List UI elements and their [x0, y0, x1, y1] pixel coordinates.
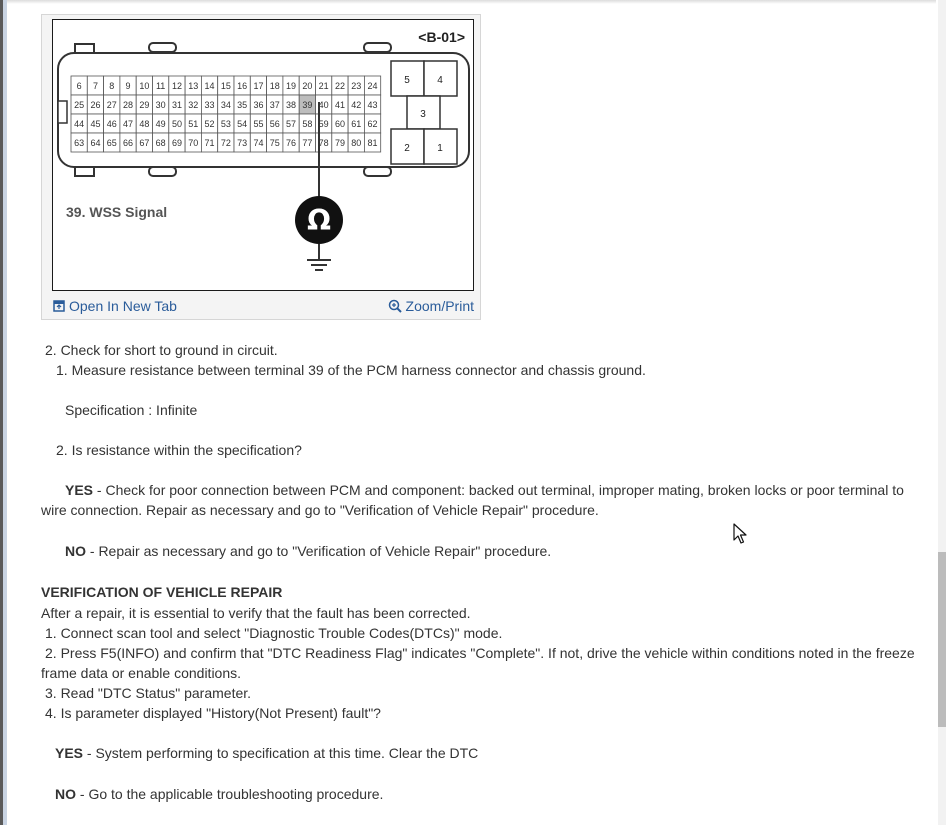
pin-label: 68 [155, 138, 166, 148]
pin-label: 67 [139, 138, 150, 148]
pin-label: 62 [367, 119, 378, 129]
connector-diagram[interactable] [52, 19, 474, 291]
connector-diagram-svg [53, 20, 473, 290]
pin-label: 57 [286, 119, 297, 129]
pin-label: 8 [109, 81, 115, 91]
pin-label: 27 [106, 100, 117, 110]
step2-heading: 2. Check for short to ground in circuit. [45, 342, 278, 358]
pin-label: 64 [90, 138, 101, 148]
big-pin-label: 3 [420, 109, 426, 120]
connector-tab [149, 43, 176, 52]
pin-label: 66 [123, 138, 134, 148]
open-in-new-tab-link[interactable] [53, 298, 177, 314]
pin-label: 20 [302, 81, 313, 91]
pin-label: 14 [204, 81, 215, 91]
verification-title: VERIFICATION OF VEHICLE REPAIR [41, 584, 283, 600]
pin-label: 70 [188, 138, 199, 148]
pin-label: 30 [155, 100, 166, 110]
step2-substep-2: 2. Is resistance within the specification? [56, 442, 302, 458]
pin-label: 80 [351, 138, 362, 148]
pin-label: 58 [302, 119, 313, 129]
pin-label: 51 [188, 119, 199, 129]
connector-tab [75, 167, 94, 176]
pin-label: 60 [334, 119, 345, 129]
no-label: NO [55, 786, 76, 802]
pin-label: 73 [237, 138, 248, 148]
pin-label: 19 [286, 81, 297, 91]
pin-label: 56 [269, 119, 280, 129]
open-in-new-tab-label: Open In New Tab [69, 298, 177, 314]
pin-label: 10 [139, 81, 150, 91]
pin-label: 23 [351, 81, 362, 91]
pin-label: 13 [188, 81, 199, 91]
pin-label: 17 [253, 81, 264, 91]
pin-label: 81 [367, 138, 378, 148]
pin-label: 59 [318, 119, 329, 129]
yes-label: YES [65, 482, 94, 498]
pin-label: 45 [90, 119, 101, 129]
vertical-scrollbar[interactable] [938, 0, 946, 825]
pin-label: 31 [171, 100, 182, 110]
pin-label: 24 [367, 81, 378, 91]
pin-label: 46 [106, 119, 117, 129]
pin-label: 71 [204, 138, 215, 148]
pin-label: 53 [220, 119, 231, 129]
pin-label: 63 [74, 138, 85, 148]
pin-label: 42 [351, 100, 362, 110]
zoom-print-link[interactable] [388, 298, 474, 314]
pin-label: 74 [253, 138, 264, 148]
big-pin-label: 5 [404, 75, 410, 86]
no-text: - Repair as necessary and go to "Verification of Vehicle Repair" procedure. [86, 543, 552, 559]
diagram-caption: 39. WSS Signal [66, 204, 168, 220]
connector-key [58, 101, 67, 123]
pin-label: 36 [253, 100, 264, 110]
pin-label: 43 [367, 100, 378, 110]
pin-label: 79 [334, 138, 345, 148]
pin-label: 34 [220, 100, 231, 110]
pin-label: 38 [286, 100, 297, 110]
zoom-icon [388, 299, 402, 313]
pin-label: 44 [74, 119, 85, 129]
connector-tab [364, 167, 391, 176]
pin-label: 50 [171, 119, 182, 129]
pin-label: 11 [155, 81, 166, 91]
pin-label: 40 [318, 100, 329, 110]
pin-label: 37 [269, 100, 280, 110]
connector-code: <B-01> [418, 29, 465, 45]
pin-label: 35 [237, 100, 248, 110]
pin-label: 18 [269, 81, 280, 91]
verification-item-1: 1. Connect scan tool and select "Diagnostic Trouble Codes(DTCs)" mode. [45, 625, 503, 641]
verification-no-paragraph [55, 784, 383, 804]
pin-label: 6 [76, 81, 82, 91]
connector-tab [75, 44, 94, 53]
connector-tab [149, 167, 176, 176]
pin-label: 77 [302, 138, 313, 148]
yes-text: - System performing to specification at this time. Clear the DTC [83, 745, 479, 761]
pin-label: 15 [220, 81, 231, 91]
pin-label: 41 [334, 100, 345, 110]
pin-label: 54 [237, 119, 248, 129]
step2-no-paragraph [65, 541, 551, 561]
pin-label: 72 [220, 138, 231, 148]
top-shadow [7, 0, 936, 4]
pin-label: 32 [188, 100, 199, 110]
big-pin-label: 2 [404, 143, 410, 154]
pin-label: 55 [253, 119, 264, 129]
pin-label: 28 [123, 100, 134, 110]
big-pin-label: 1 [437, 143, 443, 154]
pin-label: 26 [90, 100, 101, 110]
pin-label: 75 [269, 138, 280, 148]
pin-label: 52 [204, 119, 215, 129]
pin-label: 22 [334, 81, 345, 91]
pin-label: 9 [125, 81, 131, 91]
pin-label: 61 [351, 119, 362, 129]
zoom-print-label: Zoom/Print [405, 298, 474, 314]
pin-label: 47 [123, 119, 134, 129]
pin-label: 12 [171, 81, 182, 91]
pin-label: 33 [204, 100, 215, 110]
pin-label: 65 [106, 138, 117, 148]
no-text: - Go to the applicable troubleshooting procedure. [76, 786, 384, 802]
step2-substep-1: 1. Measure resistance between terminal 39 of the PCM harness connector and chassis ground. [56, 362, 646, 378]
big-pin-label: 4 [437, 75, 443, 86]
pin-grid [71, 76, 381, 152]
pin-label: 39 [302, 100, 313, 110]
pin-label: 21 [318, 81, 329, 91]
verification-yes-paragraph [55, 743, 478, 763]
verification-intro: After a repair, it is essential to verify that the fault has been corrected. [41, 605, 471, 621]
left-frame-accent [3, 0, 7, 825]
no-label: NO [65, 543, 86, 559]
verification-item-2: 2. Press F5(INFO) and confirm that "DTC Readiness Flag" indicates "Complete". If not, drive the vehicle within conditions noted in the freeze frame data or enable conditions. [41, 645, 915, 681]
connector-tab [364, 43, 391, 52]
pin-label: 76 [286, 138, 297, 148]
pin-label: 16 [237, 81, 248, 91]
pin-label: 7 [92, 81, 98, 91]
verification-item-4: 4. Is parameter displayed "History(Not Present) fault"? [45, 705, 381, 721]
ground-icon [307, 260, 331, 270]
verification-item-3: 3. Read "DTC Status" parameter. [45, 685, 252, 701]
ohm-icon: Ω [307, 204, 331, 237]
pin-label: 69 [171, 138, 182, 148]
yes-label: YES [55, 745, 84, 761]
yes-text: - Check for poor connection between PCM and component: backed out terminal, improper mating, broken locks or poor terminal to wire connection. Repair as necessary and go to "Verification of Vehicle Repair" procedure. [41, 482, 904, 518]
scrollbar-thumb[interactable] [938, 552, 946, 727]
pin-label: 49 [155, 119, 166, 129]
connector-figure [41, 14, 481, 320]
pin-label: 29 [139, 100, 150, 110]
mouse-cursor-icon [733, 523, 749, 545]
specification-line: Specification : Infinite [65, 402, 198, 418]
pin-label: 48 [139, 119, 150, 129]
pin-label: 25 [74, 100, 85, 110]
open-new-tab-icon [53, 300, 65, 312]
step2-yes-paragraph [41, 480, 926, 520]
pin-label: 78 [318, 138, 329, 148]
